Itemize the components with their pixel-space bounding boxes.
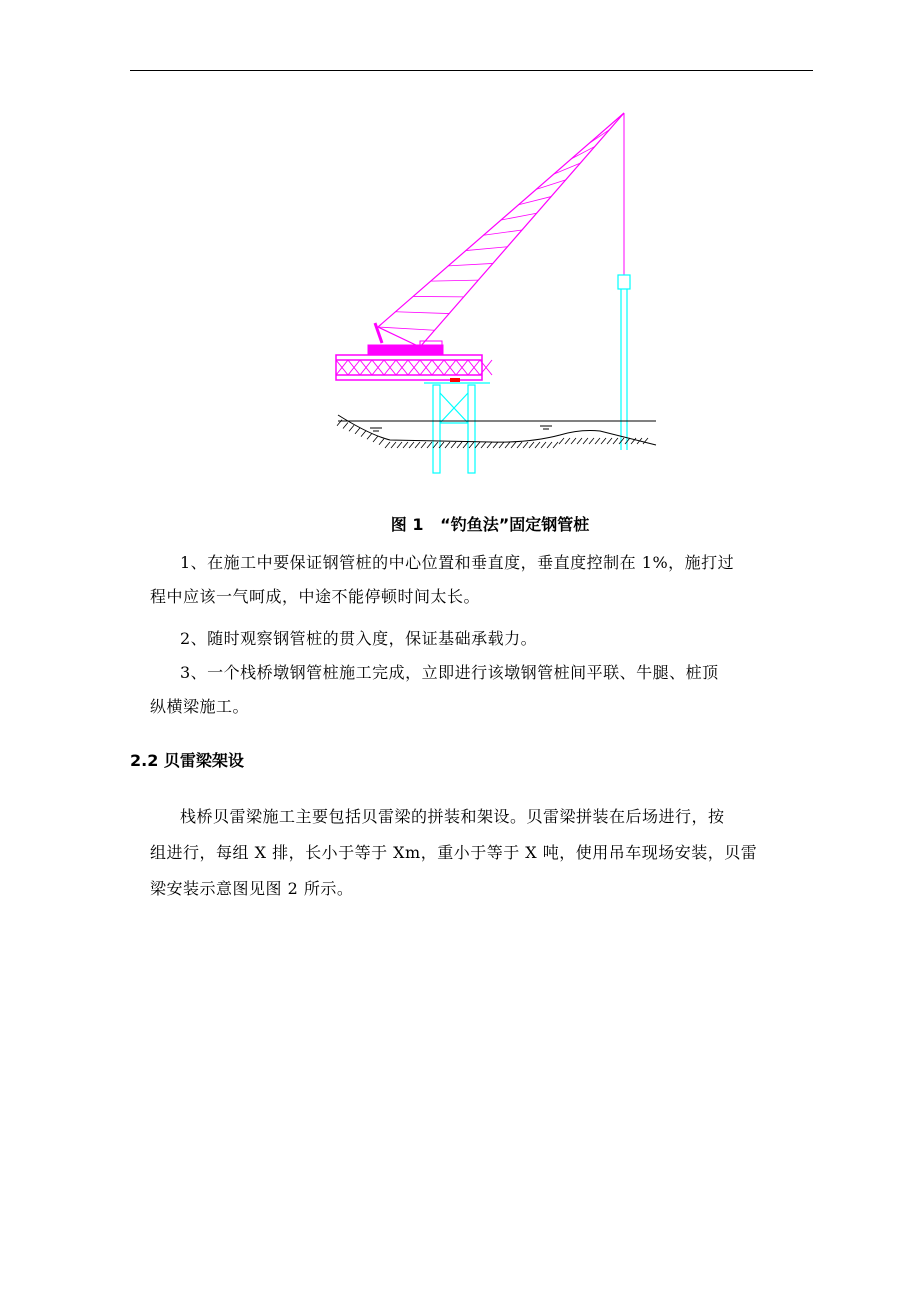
figure-drawing [330,105,670,485]
pier-piles [424,383,490,473]
section-heading: 2.2 贝雷梁架设 [130,751,244,770]
steel-pipe-pile [618,275,630,450]
section-line-3: 梁安装示意图见图 2 所示。 [150,879,354,898]
crane-boom [378,113,624,347]
paragraph-1-line-2: 程中应该一气呵成，中途不能停顿时间太长。 [150,587,481,606]
paragraph-3-line-1: 3、一个栈桥墩钢管桩施工完成，立即进行该墩钢管桩间平联、牛腿、桩顶 [180,663,719,682]
figure-caption: 图 1 “钓鱼法”固定钢管桩 [390,515,590,534]
section-line-2: 组进行，每组 X 排，长小于等于 Xm，重小于等于 X 吨，使用吊车现场安装，贝雷 [150,843,758,862]
figure-crawler-crane-pile-driving [330,105,670,485]
bailey-beam-deck [336,355,482,380]
water-level-symbols [370,426,552,431]
bailey-truss [336,360,492,375]
section-line-1: 栈桥贝雷梁施工主要包括贝雷梁的拼装和架设。贝雷梁拼装在后场进行，按 [180,807,725,826]
header-rule [130,70,813,71]
bearing-marker [450,378,460,382]
paragraph-2-line-1: 2、随时观察钢管桩的贯入度，保证基础承载力。 [180,629,538,648]
water-and-riverbed [337,415,656,448]
paragraph-1-line-1: 1、在施工中要保证钢管桩的中心位置和垂直度，垂直度控制在 1%，施打过 [180,553,735,572]
paragraph-3-line-2: 纵横梁施工。 [150,697,250,716]
